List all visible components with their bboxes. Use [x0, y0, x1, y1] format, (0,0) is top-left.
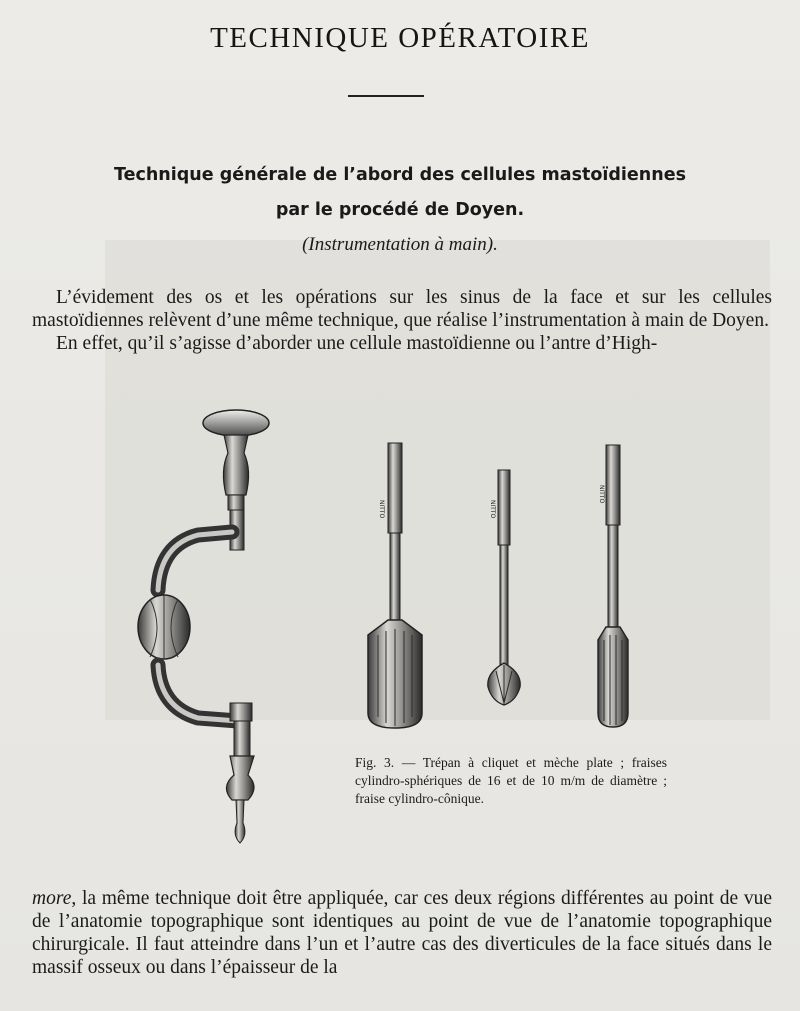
engraving-text: NITTO — [378, 500, 385, 519]
paragraph-3-italic: more — [32, 888, 72, 909]
running-title: TECHNIQUE OPÉRATOIRE — [210, 22, 590, 54]
cylindro-conical-burr — [598, 445, 628, 727]
engraving-text-2: NITTO — [489, 500, 496, 519]
section-heading-line-2: par le procédé de Doyen. — [275, 200, 525, 220]
ratchet-trephine-drawing — [138, 410, 269, 843]
engraving-text-3: NITTO — [598, 485, 605, 504]
section-subheading: (Instrumentation à main). — [302, 234, 498, 255]
paragraph-3 — [32, 887, 772, 979]
paragraph-3-text: , la même technique doit être appliquée, car ces deux régions différentes au point de vue de l’anatomie topographique sont identiques au point de vue de l’anatomie topographique chirurgicale. Il faut atteindre dans l’un et l’autre cas des diverticules de la face situés dans le massif osseux ou dans l’épaisseur de la — [32, 888, 772, 978]
paragraph-2-text: En effet, qu’il s’agisse d’aborder une cellule mastoïdienne ou l’antre d’High- — [56, 333, 658, 354]
title-rule — [348, 95, 424, 97]
body-text-top — [32, 286, 772, 355]
cylindro-spherical-burr-10mm — [488, 470, 520, 705]
cylindro-spherical-burr-16mm — [368, 443, 422, 728]
section-heading-line-1: Technique générale de l’abord des cellules mastoïdiennes — [113, 165, 686, 185]
figure-caption: Fig. 3. — Trépan à cliquet et mèche plate ; fraises cylindro-sphériques de 16 et de 10 m/m de diamètre ; fraise cylindro-cônique. — [355, 755, 667, 806]
body-text-bottom — [32, 887, 772, 979]
paragraph-2 — [32, 332, 772, 355]
paragraph-1: L’évidement des os et les opérations sur les sinus de la face et sur les cellules mastoïdiennes relèvent d’une même technique, que réalise l’instrumentation à main de Doyen. — [32, 287, 772, 331]
section-heading — [0, 158, 800, 228]
